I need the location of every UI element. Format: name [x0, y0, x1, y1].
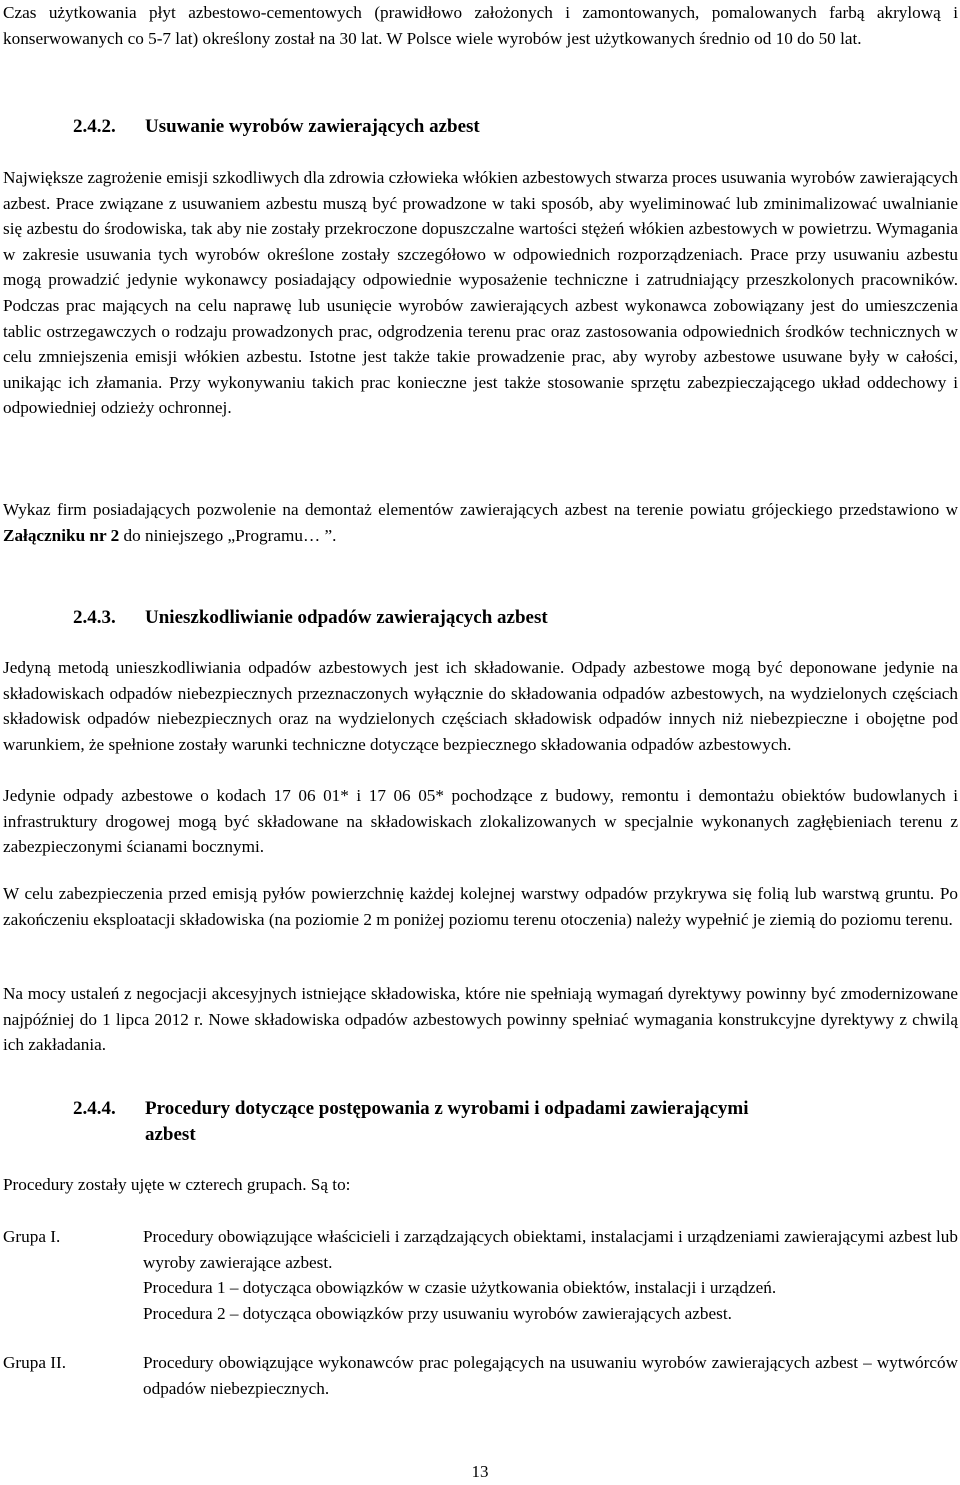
section-2-4-2-paragraph-2: Wykaz firm posiadających pozwolenie na demontaż elementów zawierających azbest na terenie powiatu grójeckiego przedstawiono w Załączniku nr 2 do niniejszego „Programu… ”.	[3, 500, 958, 545]
page-number: 13	[471, 1462, 489, 1481]
section-2-4-2-paragraph-1: Największe zagrożenie emisji szkodliwych dla zdrowia człowieka włókien azbestowych stwarza proces usuwania wyrobów zawierających azbest. Prace związane z usuwaniem azbestu muszą być prowadzone w taki sposób, aby wyeliminować lub zminimalizować uwalnianie się azbestu do środowiska, tak aby nie zostały przekroczone dopuszczalne wartości stężeń włókien azbestowych w powietrzu. Wymagania w zakresie usuwania tych wyrobów określone zostały szczegółowo w odpowiednich rozporządzeniach. Prace przy usuwaniu azbestu mogą prowadzić jedynie wykonawcy posiadający odpowiednie wyposażenie techniczne i zatrudniający przeszkolonych pracowników. Podczas prac mających na celu naprawę lub usunięcie wyrobów zawierających azbest wykonawca zobowiązany jest do umieszczenia tablic ostrzegawczych o rodzaju prowadzonych prac, odgrodzenia terenu prac oraz zastosowania odpowiednich środków technicznych w celu zmniejszenia emisji włókien azbestu. Istotne jest także takie prowadzenie prac, aby wyroby azbestowe usuwane były w całości, unikając ich złamania. Przy wykonywaniu takich prac konieczne jest także stosowanie sprzętu zabezpieczającego układ oddechowy i odpowiedniej odzieży ochronnej.	[3, 168, 958, 418]
section-heading-2-4-2	[73, 114, 933, 140]
group-label: Grupa I.	[3, 1227, 61, 1246]
group-line: Procedury obowiązujące właścicieli i zarządzających obiektami, instalacjami i urządzeniami zawierającymi azbest lub wyroby zawierające azbest.	[143, 1227, 958, 1272]
intro-paragraph: Czas użytkowania płyt azbestowo-cementowych (prawidłowo założonych i zamontowanych, pomalowanych farbą akrylową i konserwowanych co 5-7 lat) określony został na 30 lat. W Polsce wiele wyrobów jest użytkowanych średnio od 10 do 50 lat.	[3, 3, 958, 48]
section-2-4-3-paragraph-1: Jedyną metodą unieszkodliwiania odpadów azbestowych jest ich składowanie. Odpady azbestowe mogą być deponowane jedynie na składowiskach odpadów niebezpiecznych przeznaczonych wyłącznie do składowania odpadów azbestowych, na wydzielonych częściach składowisk odpadów niebezpiecznych oraz na wydzielonych częściach składowisk odpadów innych niż niebezpieczne i obojętne pod warunkiem, że spełnione zostały warunki techniczne dotyczące bezpiecznego składowania odpadów azbestowych.	[3, 658, 958, 754]
section-title: Procedury dotyczące postępowania z wyrobami i odpadami zawierającymi azbest	[145, 1098, 749, 1145]
group-label: Grupa II.	[3, 1353, 66, 1372]
section-2-4-3-paragraph-2: Jedynie odpady azbestowe o kodach 17 06 01* i 17 06 05* pochodzące z budowy, remontu i demontażu obiektów budowlanych i infrastruktury drogowej mogą być składowane na składowiskach zlokalizowanych w specjalnie wykonanych zagłębieniach terenu z zabezpieczonymi ścianami bocznymi.	[3, 786, 958, 857]
section-heading-2-4-4	[73, 1096, 933, 1148]
group-description	[143, 1224, 958, 1326]
group-description	[143, 1350, 958, 1401]
group-line: Procedura 1 – dotycząca obowiązków w czasie użytkowania obiektów, instalacji i urządzeń.	[143, 1278, 777, 1298]
section-title: Usuwanie wyrobów zawierających azbest	[145, 116, 480, 137]
section-title: Unieszkodliwianie odpadów zawierających azbest	[145, 607, 548, 628]
section-2-4-3-paragraph-3: W celu zabezpieczenia przed emisją pyłów powierzchnię każdej kolejnej warstwy odpadów przykrywa się folią lub warstwą gruntu. Po zakończeniu eksploatacji składowiska (na poziomie 2 m poniżej poziomu terenu otoczenia) należy wypełnić je ziemią do poziomu terenu.	[3, 884, 958, 929]
procedures-intro: Procedury zostały ujęte w czterech grupach. Są to:	[3, 1175, 351, 1194]
section-number: 2.4.4.	[73, 1098, 116, 1119]
section-2-4-3-paragraph-4: Na mocy ustaleń z negocjacji akcesyjnych istniejące składowiska, które nie spełniają wymagań dyrektywy powinny być zmodernizowane najpóźniej do 1 lipca 2012 r. Nowe składowiska odpadów azbestowych powinny spełniać wymagania konstrukcyjne dyrektywy z chwilą ich zakładania.	[3, 984, 958, 1055]
section-number: 2.4.3.	[73, 607, 116, 628]
attachment-reference: Załączniku nr 2	[3, 525, 120, 545]
section-heading-2-4-3	[73, 605, 933, 631]
section-number: 2.4.2.	[73, 116, 116, 137]
group-line: Procedury obowiązujące wykonawców prac polegających na usuwaniu wyrobów zawierających azbest – wytwórców odpadów niebezpiecznych.	[143, 1353, 958, 1398]
group-line: Procedura 2 – dotycząca obowiązków przy usuwaniu wyrobów zawierających azbest.	[143, 1303, 732, 1323]
